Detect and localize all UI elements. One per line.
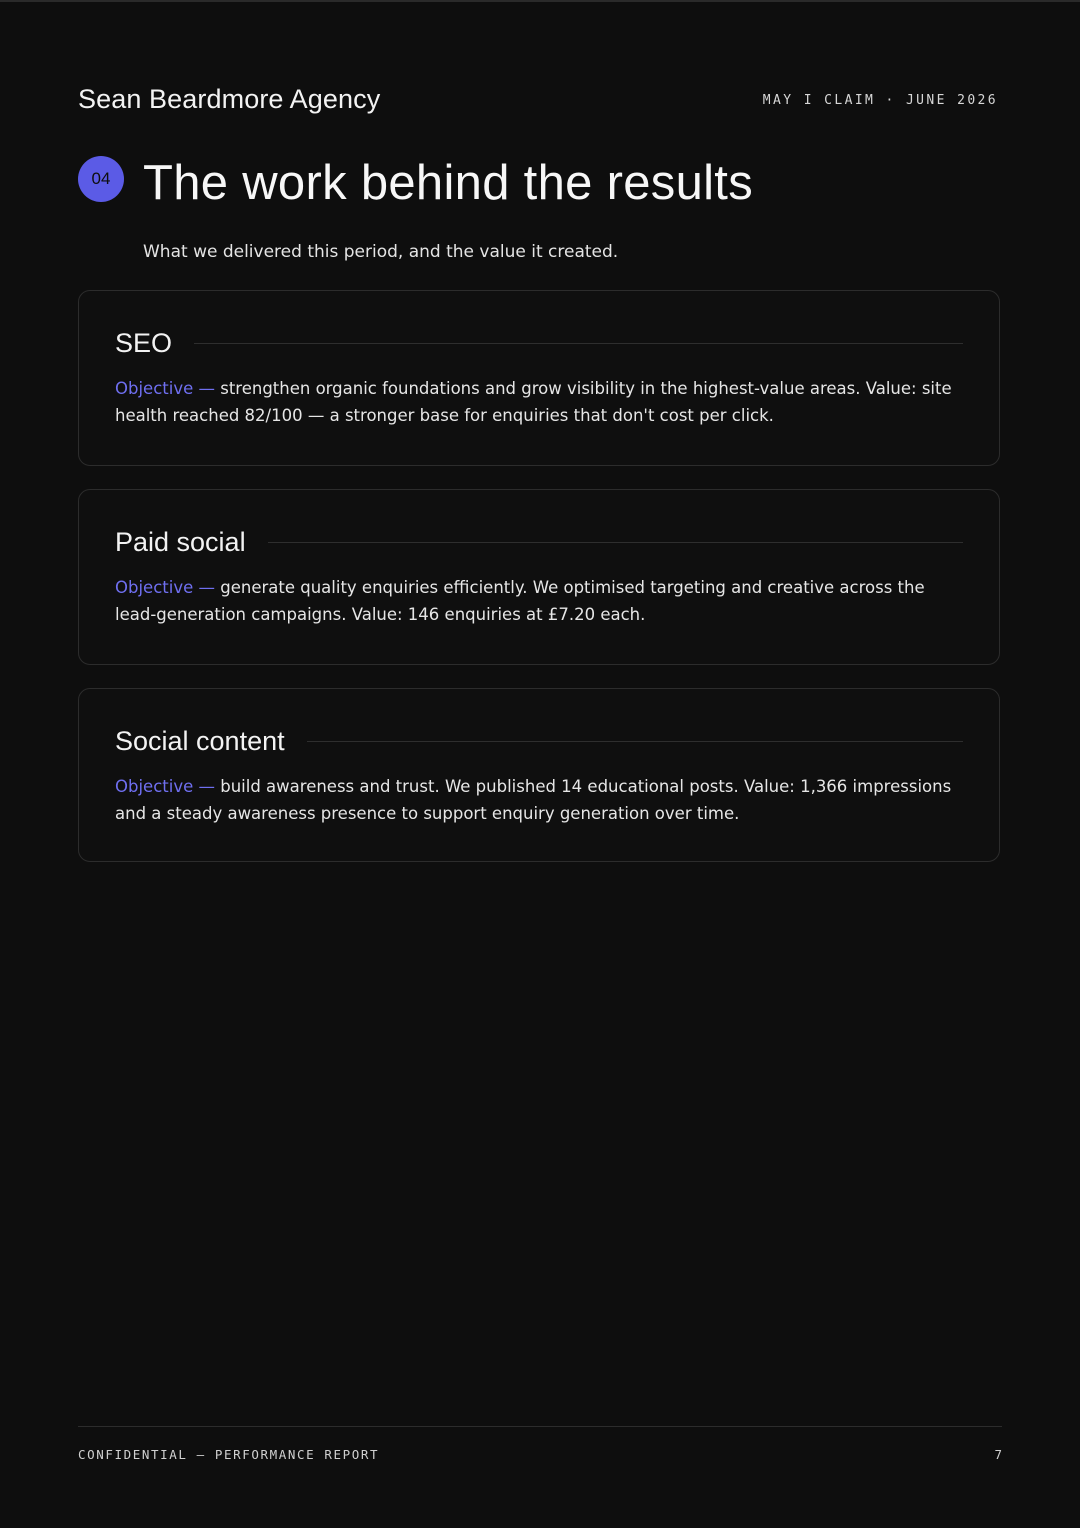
- objective-label: Objective —: [115, 777, 215, 796]
- card-title: SEO: [115, 328, 173, 358]
- card-header: [115, 526, 963, 558]
- agency-name: Sean Beardmore Agency: [78, 84, 381, 114]
- top-divider: [0, 0, 1080, 2]
- page-title: The work behind the results: [143, 156, 754, 210]
- card-seo: [78, 290, 1000, 466]
- card-divider: [268, 542, 963, 543]
- report-meta: MAY I CLAIM · JUNE 2026: [762, 93, 998, 108]
- objective-label: Objective —: [115, 379, 215, 398]
- card-text: generate quality enquiries efficiently. We optimised targeting and creative across the lead-generation campaigns. Value: 146 enquiries at £7.20 each.: [115, 578, 925, 624]
- card-divider: [194, 343, 963, 344]
- card-social-content: [78, 688, 1000, 862]
- card-title: Paid social: [115, 527, 246, 557]
- page-subtitle: What we delivered this period, and the value it created.: [143, 242, 619, 262]
- card-divider: [307, 741, 963, 742]
- card-body: [115, 574, 965, 628]
- footer-divider: [78, 1426, 1002, 1427]
- card-body: [115, 375, 965, 429]
- section-number-badge: 04: [78, 156, 124, 202]
- page-number: 7: [994, 1447, 1002, 1462]
- card-header: [115, 725, 963, 757]
- card-body: [115, 773, 965, 827]
- objective-label: Objective —: [115, 578, 215, 597]
- footer-label: CONFIDENTIAL — PERFORMANCE REPORT: [78, 1447, 380, 1462]
- card-paid-social: [78, 489, 1000, 665]
- card-header: [115, 327, 963, 359]
- card-title: Social content: [115, 726, 285, 756]
- card-text: build awareness and trust. We published 14 educational posts. Value: 1,366 impressions and a steady awareness presence to support enquiry generation over time.: [115, 777, 952, 823]
- card-text: strengthen organic foundations and grow visibility in the highest-value areas. Value: site health reached 82/100 — a stronger base for enquiries that don't cost per click.: [115, 379, 952, 425]
